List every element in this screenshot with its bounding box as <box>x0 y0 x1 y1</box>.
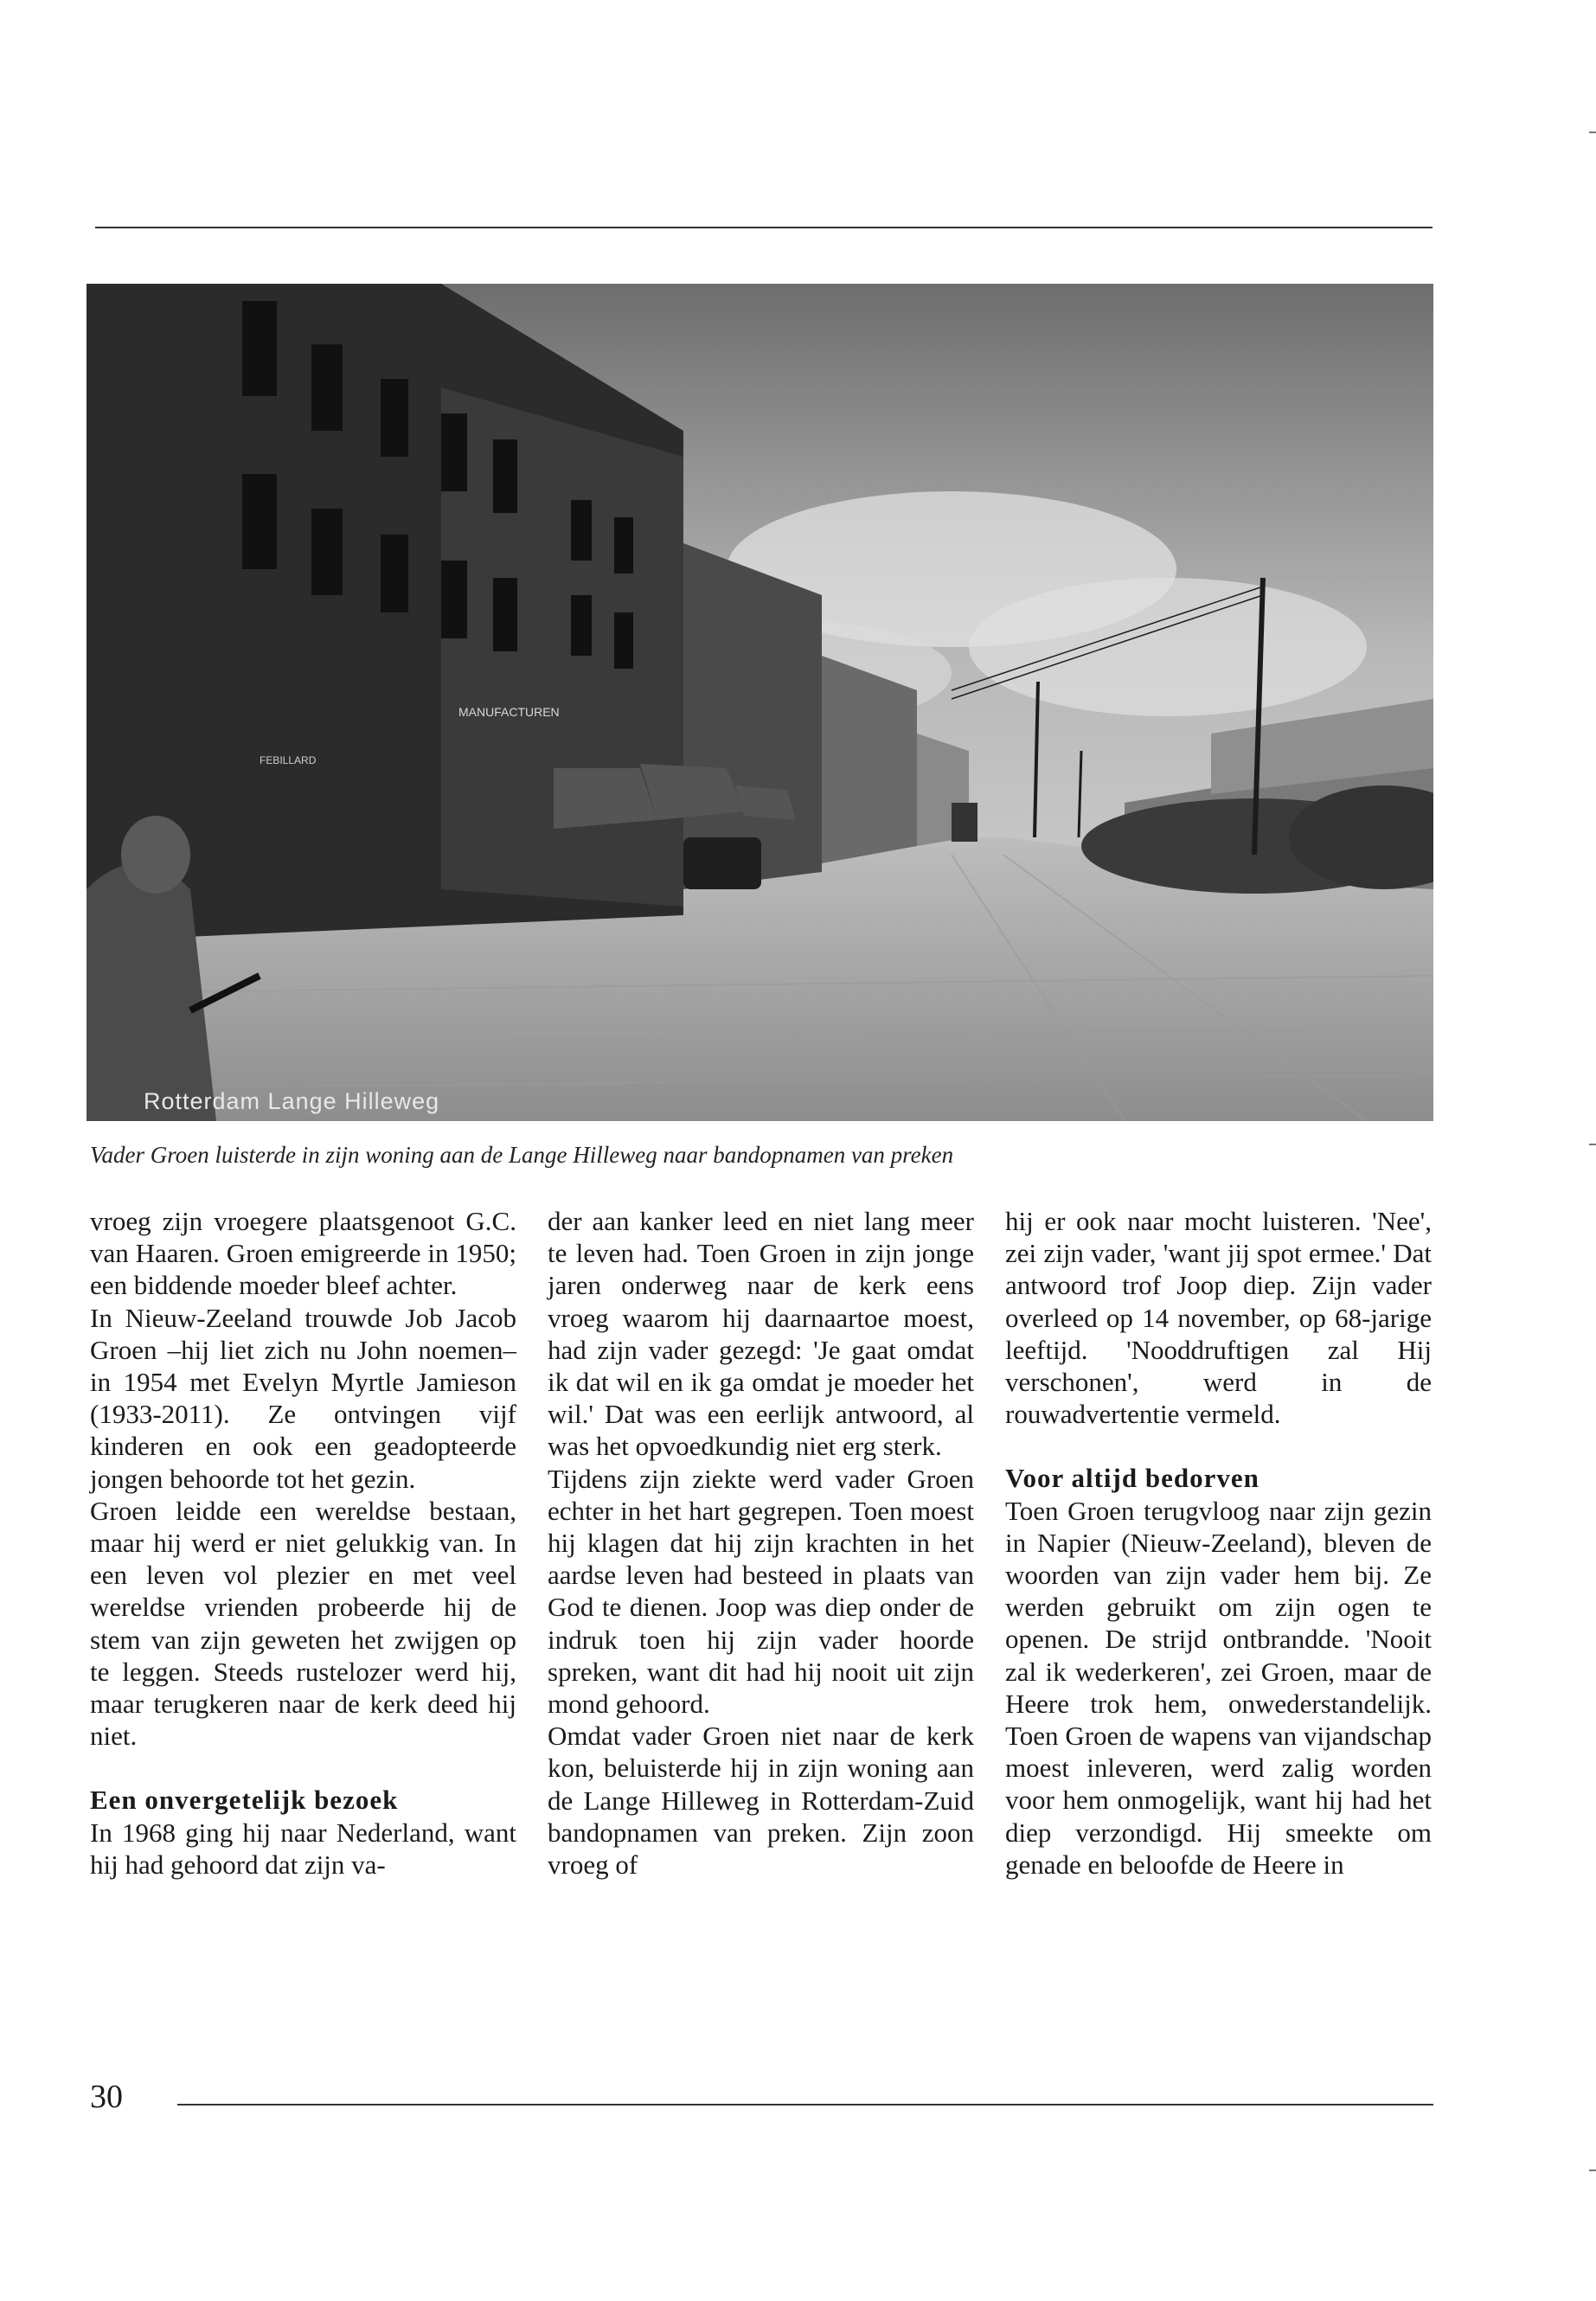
crop-mark <box>1589 1144 1596 1145</box>
text-column-1 <box>90 1205 516 1881</box>
crop-mark <box>1589 2170 1596 2171</box>
street-photo <box>87 284 1433 1121</box>
street-photo-illustration <box>87 284 1433 1121</box>
paragraph: In 1968 ging hij naar Nederland, want hij had gehoord dat zijn va- <box>90 1817 516 1880</box>
section-heading: Voor altijd bedorven <box>1005 1463 1259 1494</box>
paragraph: vroeg zijn vroegere plaatsgenoot G.C. van Haaren. Groen emigreerde in 1950; een biddende moeder bleef achter. <box>90 1206 516 1301</box>
paragraph: Tijdens zijn ziekte werd vader Groen echter in het hart gegrepen. Toen moest hij klagen dat hij zijn krachten in het aardse leven had besteed in plaats van God te dienen. Joop was diep onder de indruk toen hij zijn vader hoorde spreken, want dit had hij nooit uit zijn mond gehoord. <box>548 1463 974 1720</box>
text-column-3 <box>1005 1205 1432 1881</box>
paragraph: hij er ook naar mocht luisteren. 'Nee', zei zijn vader, 'want jij spot ermee.' Dat antwoord trof Joop diep. Zijn vader overleed op 14 november, op 68-jarige leeftijd. 'Nooddruftigen zal Hij verschonen', werd in de rouwadvertentie vermeld. <box>1005 1206 1432 1430</box>
text-column-2 <box>548 1205 974 1881</box>
photo-caption: Vader Groen luisterde in zijn woning aan de Lange Hilleweg naar bandopnamen van preken <box>90 1142 954 1168</box>
paragraph: Groen leidde een wereldse bestaan, maar hij werd er niet gelukkig van. In een leven vol plezier en met veel wereldse vrienden probeerde hij de stem van zijn geweten het zwijgen op te leggen. Steeds rustelozer werd hij, maar terugkeren naar de kerk deed hij niet. <box>90 1495 516 1752</box>
paragraph: Omdat vader Groen niet naar de kerk kon, beluisterde hij in zijn woning aan de Lange Hilleweg in Rotterdam-Zuid bandopnamen van preken. Zijn zoon vroeg of <box>548 1721 974 1881</box>
photo-shop-sign: MANUFACTUREN <box>458 705 560 719</box>
photo-side-sign: FEBILLARD <box>260 754 317 766</box>
page-number: 30 <box>90 2079 123 2115</box>
paragraph: In Nieuw-Zeeland trouwde Job Jacob Groen –hij liet zich nu John noemen– in 1954 met Evelyn Myrtle Jamieson (1933-2011). Ze ontvingen vijf kinderen en ook een geadopteerde jongen behoorde tot het gezin. <box>90 1302 516 1494</box>
crop-mark <box>1589 131 1596 133</box>
top-rule <box>95 227 1433 228</box>
bottom-rule <box>177 2104 1433 2106</box>
photo-label: Rotterdam Lange Hilleweg <box>144 1088 440 1114</box>
paragraph: der aan kanker leed en niet lang meer te leven had. Toen Groen in zijn jonge jaren onderweg naar de kerk eens vroeg waarom hij daarnaartoe moest, had zijn vader gezegd: 'Je gaat omdat ik dat wil en ik ga omdat je moeder het wil.' Dat was een eerlijk antwoord, al was het opvoedkundig niet erg sterk. <box>548 1206 974 1462</box>
section-heading: Een onvergetelijk bezoek <box>90 1785 399 1816</box>
paragraph: Toen Groen terugvloog naar zijn gezin in Napier (Nieuw-Zeeland), bleven de woorden van zijn vader hem bij. Ze werden gebruikt om zijn ogen te openen. De strijd ontbrandde. 'Nooit zal ik wederkeren', zei Groen, maar de Heere trok hem, onwederstandelijk. Toen Groen de wapens van vijandschap moest inleveren, werd zalig worden voor hem onmogelijk, want hij had het diep verzondigd. Hij smeekte om genade en beloofde de Heere in <box>1005 1495 1432 1880</box>
